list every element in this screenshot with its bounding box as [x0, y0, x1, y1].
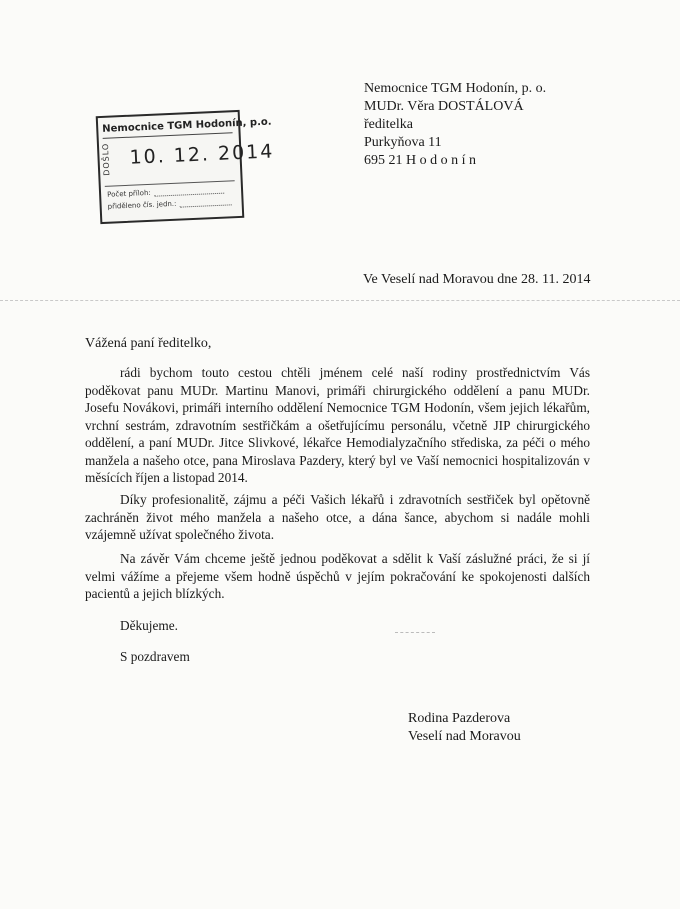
recipient-street: Purkyňova 11: [364, 135, 442, 150]
stamp-header: Nemocnice TGM Hodonín, p.o.: [102, 116, 233, 139]
paragraph-3-text: Na závěr Vám chceme ještě jednou poděkovat a sdělit k Vaší záslužné práci, že si jí velmi vážíme a přejeme všem hodně úspěchů v jejím pokračování ke spokojenosti dalších pacientů a jejich blízkých.: [85, 551, 590, 601]
signature-place: Veselí nad Moravou: [408, 729, 521, 744]
recipient-name: MUDr. Věra DOSTÁLOVÁ: [364, 99, 524, 114]
recipient-institution: Nemocnice TGM Hodonín, p. o.: [364, 81, 547, 96]
stamp-field-attachments-label: Počet příloh:: [106, 188, 151, 199]
paragraph-3: [85, 550, 590, 603]
stamp-field-reference-label: přiděleno čís. jedn.:: [107, 199, 177, 211]
received-stamp: [96, 110, 275, 224]
signature-block: [408, 710, 521, 746]
recipient-title: ředitelka: [364, 117, 413, 132]
place-and-date: Ve Veselí nad Moravou dne 28. 11. 2014: [363, 272, 591, 287]
stamp-field-attachments: [107, 186, 224, 199]
recipient-city: 695 21 H o d o n í n: [364, 153, 476, 168]
stamp-date: 10. 12. 2014: [129, 140, 275, 169]
paragraph-2-text: Díky profesionalitě, zájmu a péči Vašich lékařů i zdravotních sestřiček byl opětovně zachráněn život mého manžela a našeho otce, a dána šance, abychom si nadále mohli vzájemně užívat společného života.: [85, 492, 590, 542]
closing-regards: S pozdravem: [120, 649, 190, 664]
recipient-address: [364, 80, 546, 170]
scan-mark: [395, 632, 435, 633]
stamp-side-label: DOŠLO: [100, 142, 112, 176]
stamp-field-reference: [108, 197, 232, 210]
closing-thanks: Děkujeme.: [120, 618, 178, 633]
paragraph-2: [85, 491, 590, 544]
fold-line: [0, 300, 680, 301]
paragraph-1-text: rádi bychom touto cestou chtěli jménem celé naší rodiny prostřednictvím Vás poděkovat panu MUDr. Martinu Manovi, primáři chirurgického oddělení a panu MUDr. Josefu Novákovi, primáři interního oddělení Nemocnice TGM Hodonín, všem jejich lékařům, vrchní sestrám, zdravotním sestřičkám a ošetřujícímu personálu, včetně JIP chirurgického oddělení, a paní MUDr. Jitce Slivkové, lékařce Hemodialyzačního střediska, za péči o mého manžela a našeho otce, pana Miroslava Pazdery, který byl ve Vaší nemocnici hospitalizován v měsících říjen a listopad 2014.: [85, 365, 590, 485]
paragraph-1: [85, 364, 590, 487]
signature-name: Rodina Pazderova: [408, 711, 511, 726]
salutation: Vážená paní ředitelko,: [85, 336, 212, 351]
